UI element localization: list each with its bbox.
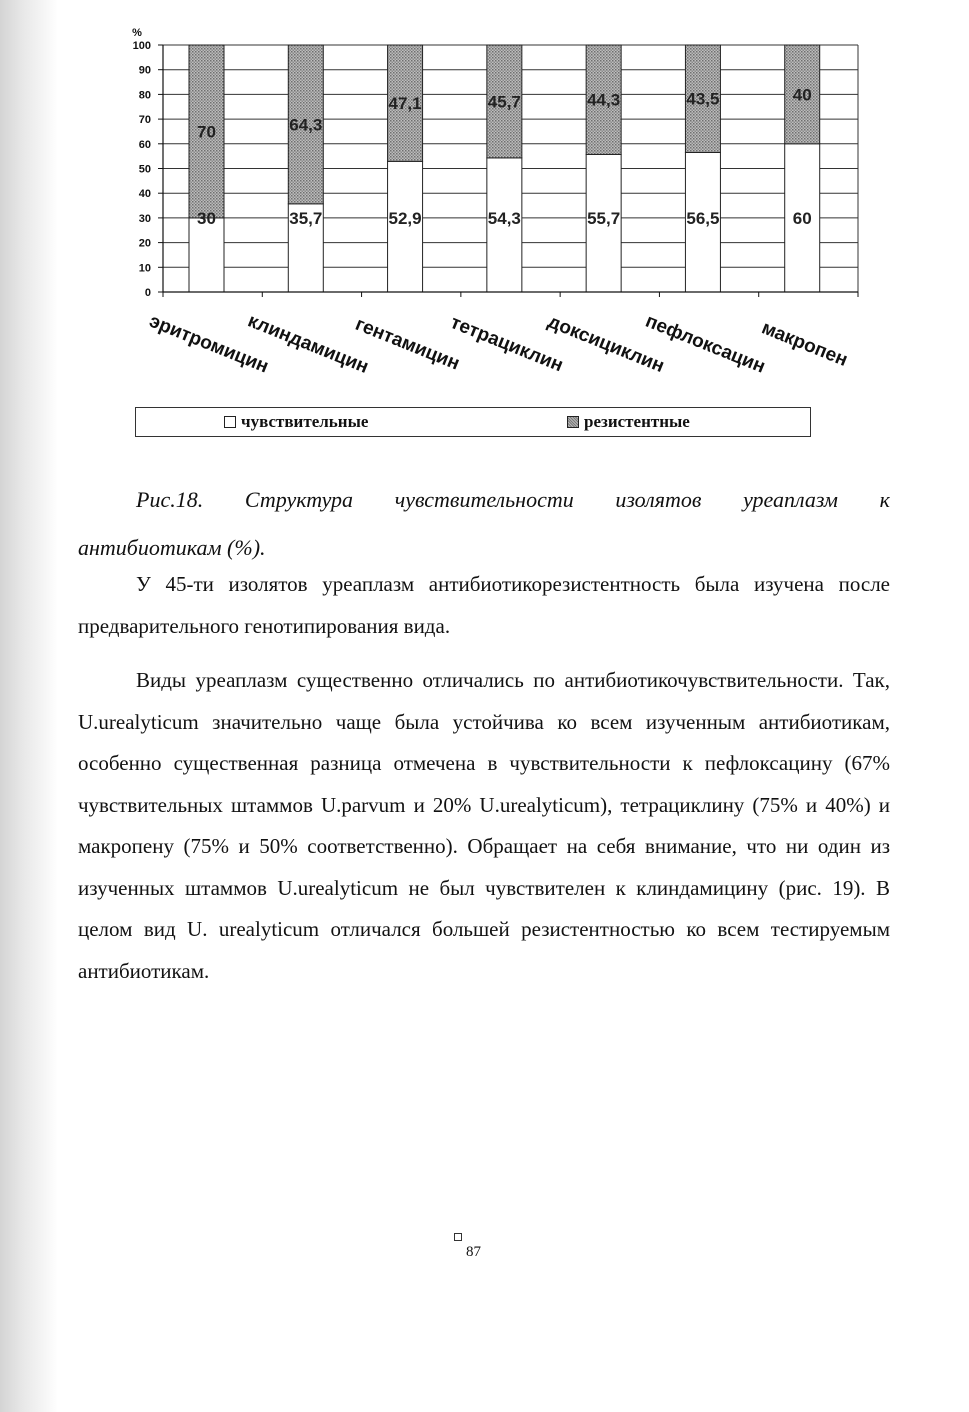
y-tick-label: 80 bbox=[138, 89, 151, 102]
legend-swatch-resistant bbox=[567, 416, 579, 428]
y-tick-label: 70 bbox=[138, 114, 151, 127]
data-label-sensitive: 52,9 bbox=[388, 208, 422, 228]
paragraph-2 bbox=[78, 660, 890, 992]
data-label-resistant: 47,1 bbox=[388, 94, 422, 114]
legend-item-resistant bbox=[567, 412, 690, 432]
category-label: клиндамицин bbox=[244, 310, 372, 378]
paragraph-text: У 45-ти изолятов уреаплазм антибиотикорезистентность была изучена после предварительного генотипирования вида. bbox=[78, 572, 890, 638]
y-tick-label: 30 bbox=[138, 212, 151, 225]
paragraph-text: Виды уреаплазм существенно отличались по антибиотикочувствительности. Так, U.urealyticum значительно чаще была устойчива ко всем изученным антибиотикам, особенно существенная разница отмечена в чувствительности к пефлоксацину (67% чувствительных штаммов U.parvum и 20% U.urealyticum), тетрациклину (75% и 40%) и макропену (75% и 50% соответственно). Обращает на себя внимание, что ни один из изученных штаммов U.urealyticum не был чувствителен к клиндамицину (рис. 19). В целом вид U. urealyticum отличался большей резистентностью ко всем тестируемым антибиотикам. bbox=[78, 668, 890, 983]
page-number: 87 bbox=[466, 1244, 481, 1260]
legend-label-sensitive: чувствительные bbox=[241, 412, 369, 431]
data-label-sensitive: 30 bbox=[197, 208, 216, 228]
caption-word: к bbox=[879, 487, 890, 512]
data-label-sensitive: 56,5 bbox=[686, 208, 720, 228]
bar-segment-sensitive bbox=[189, 218, 224, 292]
data-label-sensitive: 35,7 bbox=[289, 208, 323, 228]
caption-line-1 bbox=[78, 476, 890, 524]
y-tick-label: 20 bbox=[138, 237, 151, 250]
paragraph-1 bbox=[78, 564, 890, 647]
category-label: гентамицин bbox=[352, 313, 463, 375]
y-tick-label: 100 bbox=[132, 40, 151, 52]
y-tick-label: 40 bbox=[138, 188, 151, 201]
caption-word: изолятов bbox=[615, 487, 702, 512]
data-label-resistant: 64,3 bbox=[289, 115, 323, 135]
caption-line-2: антибиотикам (%). bbox=[78, 535, 266, 560]
y-tick-label: 10 bbox=[138, 262, 151, 275]
page-marker-square bbox=[454, 1233, 462, 1241]
y-tick-label: 90 bbox=[138, 64, 151, 77]
data-label-resistant: 45,7 bbox=[487, 92, 521, 112]
category-label: доксициклин bbox=[544, 311, 668, 378]
y-tick-label: 50 bbox=[138, 163, 151, 176]
figure-caption bbox=[78, 476, 890, 572]
caption-word: уреаплазм bbox=[743, 487, 838, 512]
legend-swatch-sensitive bbox=[224, 416, 236, 428]
legend-label-resistant: резистентные bbox=[584, 412, 690, 431]
y-tick-label: 60 bbox=[138, 138, 151, 151]
stacked-bar-chart bbox=[0, 0, 969, 400]
legend-item-sensitive bbox=[224, 412, 368, 432]
data-label-resistant: 70 bbox=[197, 122, 216, 142]
y-unit-label: % bbox=[132, 27, 142, 39]
data-label-resistant: 40 bbox=[792, 85, 812, 105]
category-label: тетрациклин bbox=[447, 312, 566, 377]
data-label-resistant: 44,3 bbox=[587, 90, 621, 110]
data-label-resistant: 43,5 bbox=[686, 89, 720, 109]
caption-word: Структура bbox=[244, 487, 354, 512]
data-label-sensitive: 55,7 bbox=[587, 208, 621, 228]
data-label-sensitive: 54,3 bbox=[487, 208, 521, 228]
caption-word: чувствительности bbox=[394, 487, 574, 512]
category-label: эритромицин bbox=[146, 310, 272, 378]
y-tick-label: 0 bbox=[144, 287, 151, 299]
data-label-sensitive: 60 bbox=[792, 208, 812, 228]
chart-legend bbox=[135, 407, 811, 437]
caption-word: Рис.18. bbox=[136, 487, 204, 512]
category-label: макропен bbox=[758, 317, 851, 371]
category-label: пефлоксацин bbox=[642, 310, 769, 378]
